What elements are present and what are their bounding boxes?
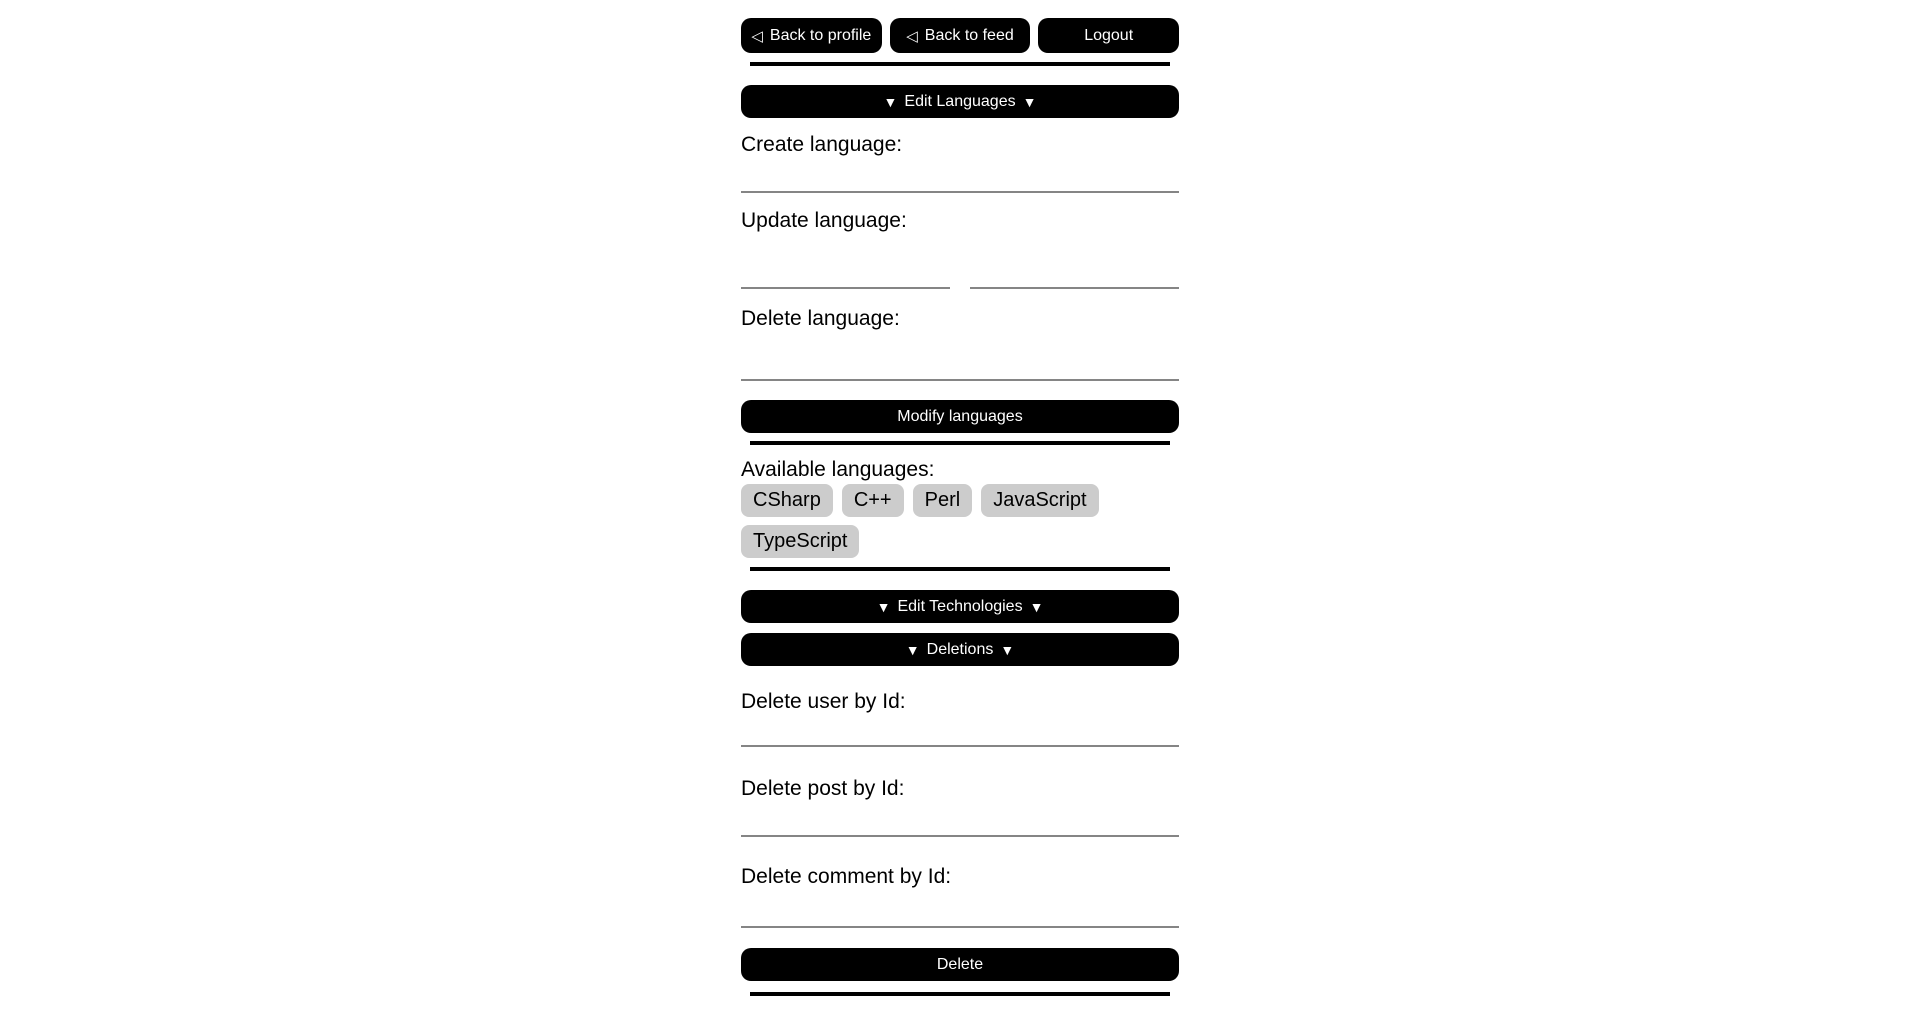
delete-user-id-input[interactable]: [741, 714, 1179, 747]
language-chip[interactable]: TypeScript: [741, 525, 859, 558]
section-divider: [750, 992, 1170, 996]
down-triangle-icon: ▼: [1029, 598, 1044, 615]
language-chip[interactable]: Perl: [913, 484, 973, 517]
delete-user-label: Delete user by Id:: [741, 690, 906, 713]
delete-language-input[interactable]: [741, 331, 1179, 381]
create-language-label: Create language:: [741, 133, 903, 156]
down-triangle-icon: ▼: [876, 598, 891, 615]
language-chip[interactable]: JavaScript: [981, 484, 1098, 517]
admin-panel: [741, 0, 1179, 996]
update-language-label: Update language:: [741, 209, 907, 232]
edit-languages-toggle-label: Edit Languages: [904, 92, 1016, 110]
delete-button[interactable]: Delete: [741, 948, 1179, 981]
update-language-row: [741, 233, 1179, 289]
back-to-profile-button[interactable]: [741, 18, 882, 53]
down-triangle-icon: ▼: [1000, 641, 1015, 658]
logout-button[interactable]: [1038, 18, 1179, 53]
update-language-name-input[interactable]: [741, 233, 950, 289]
delete-language-label: Delete language:: [741, 307, 900, 330]
delete-comment-id-input[interactable]: [741, 889, 1179, 928]
section-divider: [750, 441, 1170, 445]
down-triangle-icon: ▼: [905, 641, 920, 658]
edit-languages-toggle[interactable]: [741, 85, 1179, 118]
modify-languages-button[interactable]: Modify languages: [741, 400, 1179, 433]
delete-post-id-input[interactable]: [741, 801, 1179, 837]
logout-label: Logout: [1084, 26, 1134, 44]
deletions-toggle[interactable]: [741, 633, 1179, 666]
nav-row: [741, 18, 1179, 53]
back-to-feed-button[interactable]: [890, 18, 1031, 53]
delete-post-label: Delete post by Id:: [741, 777, 905, 800]
back-to-feed-label: Back to feed: [924, 26, 1014, 44]
edit-technologies-toggle-label: Edit Technologies: [897, 597, 1023, 615]
available-languages-list: [741, 484, 1179, 558]
back-triangle-icon: ◁: [906, 27, 918, 45]
update-language-newname-input[interactable]: [970, 233, 1179, 289]
back-to-profile-label: Back to profile: [769, 26, 872, 44]
down-triangle-icon: ▼: [883, 93, 898, 110]
create-language-input[interactable]: [741, 157, 1179, 193]
language-chip[interactable]: C++: [842, 484, 904, 517]
deletions-toggle-label: Deletions: [926, 640, 994, 658]
delete-comment-label: Delete comment by Id:: [741, 865, 952, 888]
back-triangle-icon: ◁: [751, 27, 763, 45]
section-divider: [750, 62, 1170, 66]
available-languages-label: Available languages:: [741, 458, 935, 481]
down-triangle-icon: ▼: [1022, 93, 1037, 110]
language-chip[interactable]: CSharp: [741, 484, 833, 517]
edit-technologies-toggle[interactable]: [741, 590, 1179, 623]
section-divider: [750, 567, 1170, 571]
